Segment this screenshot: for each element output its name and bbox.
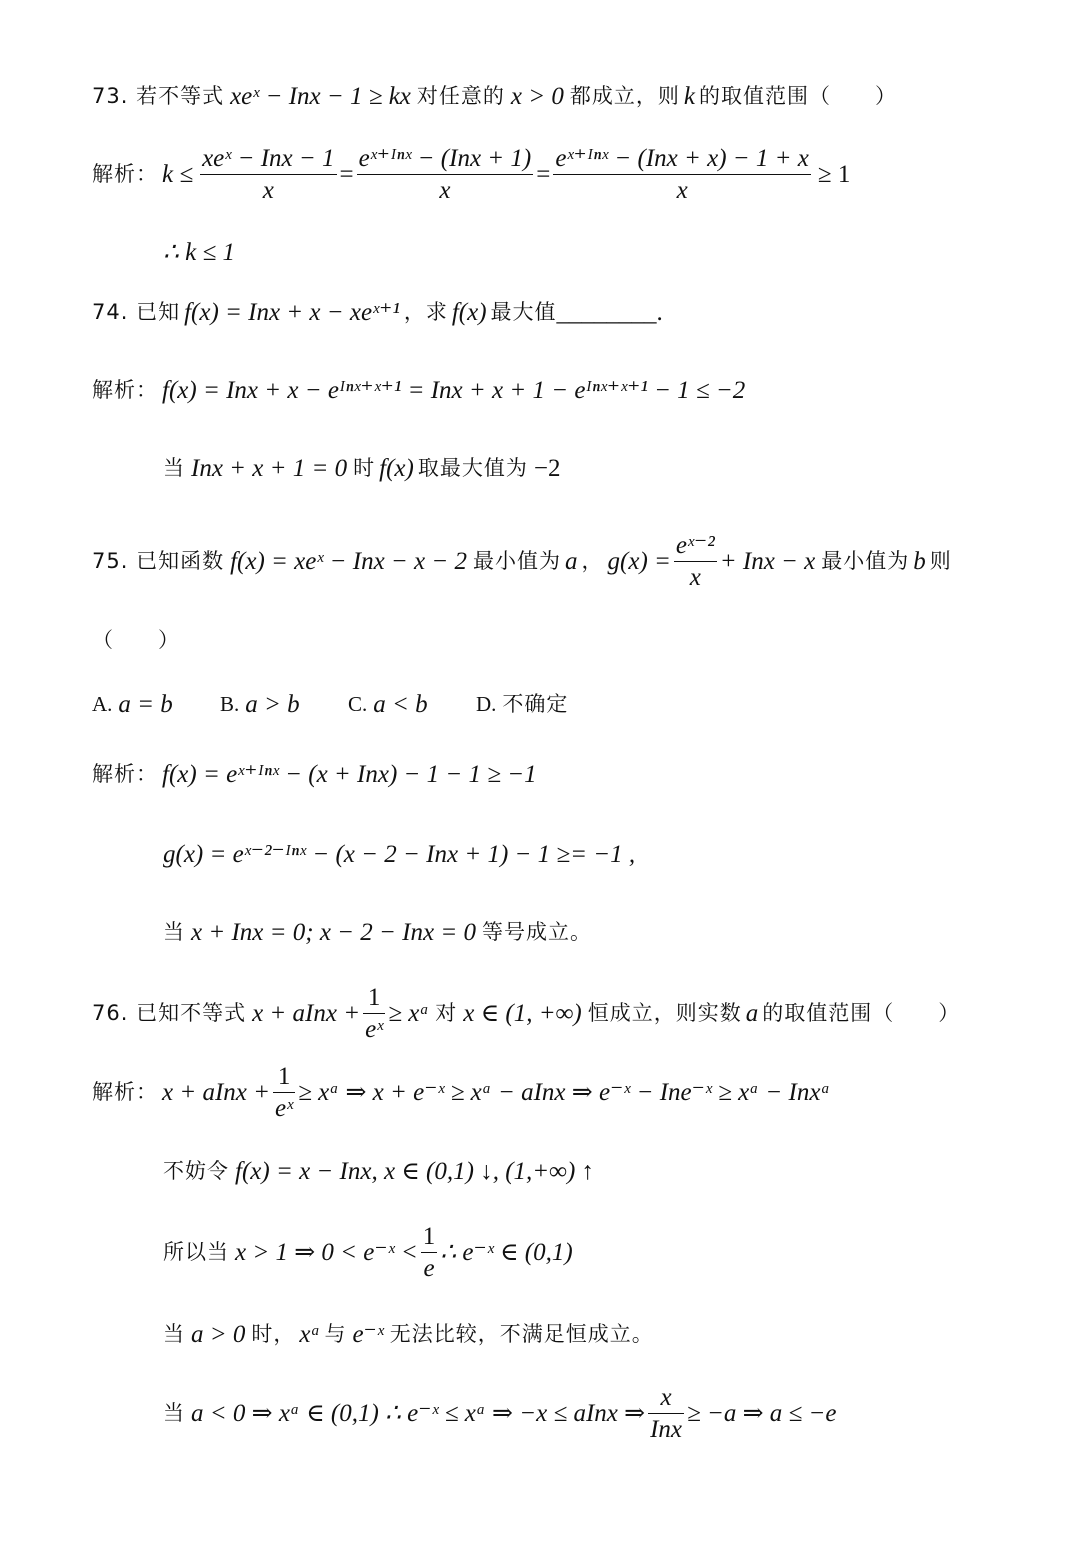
line-text: 不妨令: [163, 1159, 229, 1183]
option-label: C.: [348, 692, 368, 716]
inequality: xeˣ − Inx − 1 ≥ kx: [230, 83, 411, 110]
comma: ，: [581, 549, 604, 573]
problem-75-solution-f: [92, 762, 537, 787]
inequality-part: x + aInx +: [252, 1000, 361, 1027]
function-g-rhs: + Inx − x: [719, 548, 816, 575]
conclusion: ∴ k ≤ 1: [163, 239, 235, 266]
denominator: Inx: [650, 1416, 682, 1443]
stem-text: 对: [435, 1001, 458, 1025]
solution-rhs: ≥ 1: [817, 161, 851, 188]
problem-76-line-5: [163, 1385, 836, 1442]
denominator: eˣ: [275, 1095, 294, 1122]
numerator: eˣ⁻²: [675, 532, 715, 559]
denominator: x: [262, 177, 274, 204]
stem-text: 76. 已知不等式: [92, 1001, 247, 1025]
denominator: e: [423, 1255, 435, 1282]
solution-g: g(x) = eˣ⁻²⁻ᴵⁿˣ − (x − 2 − Inx + 1) − 1 ≥= −1 ,: [163, 841, 636, 868]
stem-text: 则: [929, 549, 952, 573]
problem-74-stem: [92, 300, 663, 325]
max-value: −2: [533, 455, 561, 482]
fraction: [553, 146, 811, 203]
option-expression: a < b: [373, 691, 428, 718]
line-expression: ∴ e⁻ˣ ∈ (0,1): [440, 1239, 573, 1266]
line-expression: x > 1 ⇒ 0 < e⁻ˣ <: [235, 1239, 418, 1266]
problem-76-stem: [92, 985, 960, 1042]
option-d[interactable]: [476, 694, 568, 715]
denominator: x: [689, 564, 701, 591]
conclusion-condition: Inx + x + 1 = 0: [191, 455, 348, 482]
equals: =: [536, 161, 551, 188]
stem-text: 75. 已知函数: [92, 549, 225, 573]
line-text: 所以当: [163, 1240, 229, 1264]
problem-76-line-3: [163, 1224, 573, 1281]
solution-label: 解析：: [92, 378, 158, 402]
option-c[interactable]: [348, 692, 476, 717]
numerator: 1: [367, 984, 381, 1011]
fraction: [357, 146, 534, 203]
line-expression: e⁻ˣ: [352, 1321, 384, 1348]
stem-text: 的取值范围（ ）: [762, 1001, 961, 1025]
option-expression: a = b: [118, 691, 173, 718]
stem-text: 都成立，则: [569, 84, 680, 108]
solution-lhs: k ≤: [162, 161, 194, 188]
line-expression: xᵃ: [299, 1321, 321, 1348]
conclusion-text: 时: [353, 456, 376, 480]
problem-74-conclusion: [163, 456, 560, 481]
numerator: eˣ⁺ᴵⁿˣ − (Inx + x) − 1 + x: [555, 145, 809, 172]
fraction: [421, 1224, 438, 1281]
function-g-lhs: g(x) =: [607, 548, 671, 575]
conclusion-text: 当: [163, 456, 185, 480]
fx: f(x): [379, 455, 414, 482]
inequality-part: ≥ xᵃ: [388, 1000, 430, 1027]
solution-f: f(x) = eˣ⁺ᴵⁿˣ − (x + Inx) − 1 − 1 ≥ −1: [162, 761, 537, 788]
problem-73-conclusion: [163, 240, 235, 265]
stem-text: 最大值: [490, 300, 557, 324]
option-expression: a > b: [245, 691, 300, 718]
problem-76-line-4: [163, 1322, 654, 1347]
numerator: eˣ⁺ᴵⁿˣ − (Inx + 1): [358, 145, 532, 172]
denominator: eˣ: [365, 1016, 384, 1043]
line-text: 与: [324, 1322, 347, 1346]
condition: x > 0: [510, 83, 564, 110]
problem-74-solution: [92, 378, 745, 403]
solution-part: x + aInx +: [162, 1079, 271, 1106]
conclusion-condition: x + Inx = 0; x − 2 − Inx = 0: [191, 919, 476, 946]
fraction: [648, 1385, 684, 1442]
line-expression: f(x) = x − Inx, x ∈ (0,1) ↓, (1,+∞) ↑: [235, 1158, 595, 1185]
problem-75-stem: [92, 533, 952, 590]
denominator: x: [676, 177, 688, 204]
conclusion-text: 当: [163, 920, 185, 944]
fraction: [200, 146, 336, 203]
stem-text: 最小值为: [473, 549, 562, 573]
option-label: B.: [220, 692, 240, 716]
variable-a: a: [745, 1000, 759, 1027]
fraction: [674, 533, 717, 590]
variable-k: k: [683, 83, 695, 110]
stem-text: 73. 若不等式: [92, 84, 225, 108]
solution-label: 解析：: [92, 162, 158, 186]
line-expression: a > 0: [191, 1321, 246, 1348]
answer-paren: （ ）: [92, 628, 180, 652]
conclusion-text: 取最大值为: [417, 456, 528, 480]
numerator: x: [660, 1384, 672, 1411]
problem-75-paren: [92, 630, 180, 651]
answer-blank: ________.: [556, 299, 663, 326]
option-b[interactable]: [220, 692, 348, 717]
line-text: 无法比较，不满足恒成立。: [389, 1322, 654, 1346]
solution-label: 解析：: [92, 762, 158, 786]
line-text: 时，: [251, 1322, 296, 1346]
problem-75-solution-g: [163, 842, 635, 867]
numerator: xeˣ − Inx − 1: [202, 145, 335, 172]
stem-text: 74. 已知: [92, 300, 181, 324]
fraction: [273, 1064, 295, 1121]
stem-text: ，求: [403, 300, 448, 324]
fx: f(x): [451, 299, 487, 326]
option-expression: 不确定: [502, 692, 569, 716]
solution-label: 解析：: [92, 1080, 158, 1104]
numerator: 1: [422, 1223, 436, 1250]
conclusion-text: 等号成立。: [481, 920, 592, 944]
line-text: 当: [163, 1401, 185, 1425]
problem-73-stem: [92, 84, 897, 109]
equals: =: [339, 161, 354, 188]
option-label: D.: [476, 692, 497, 716]
line-expression: a < 0 ⇒ xᵃ ∈ (0,1) ∴ e⁻ˣ ≤ xᵃ ⇒ −x ≤ aInx ⇒: [191, 1400, 646, 1427]
numerator: 1: [277, 1063, 291, 1090]
variable-a: a: [565, 548, 578, 575]
problem-76-line-2: [163, 1159, 594, 1184]
problem-75-conclusion: [163, 920, 592, 945]
stem-text: 的取值范围（ ）: [698, 84, 897, 108]
stem-text: 恒成立，则实数: [587, 1001, 742, 1025]
denominator: x: [439, 177, 451, 204]
fraction: [363, 985, 385, 1042]
solution-expression: f(x) = Inx + x − eᴵⁿˣ⁺ˣ⁺¹ = Inx + x + 1 − eᴵⁿˣ⁺ˣ⁺¹ − 1 ≤ −2: [162, 377, 746, 404]
function: f(x) = Inx + x − xeˣ⁺¹: [184, 299, 400, 326]
line-expression: ≥ −a ⇒ a ≤ −e: [687, 1400, 837, 1427]
option-label: A.: [92, 692, 113, 716]
solution-part: ≥ xᵃ ⇒ x + e⁻ˣ ≥ xᵃ − aInx ⇒ e⁻ˣ − Ine⁻ˣ ≥ xᵃ − Inxᵃ: [298, 1079, 831, 1106]
line-text: 当: [163, 1322, 185, 1346]
problem-75-options: [92, 692, 568, 717]
domain: x ∈ (1, +∞): [463, 1000, 582, 1027]
stem-text: 对任意的: [416, 84, 505, 108]
variable-b: b: [913, 548, 926, 575]
problem-76-solution-1: [92, 1064, 830, 1121]
function-f: f(x) = xeˣ − Inx − x − 2: [230, 548, 468, 575]
problem-73-solution: [92, 146, 850, 203]
option-a[interactable]: [92, 692, 220, 717]
stem-text: 最小值为: [821, 549, 910, 573]
